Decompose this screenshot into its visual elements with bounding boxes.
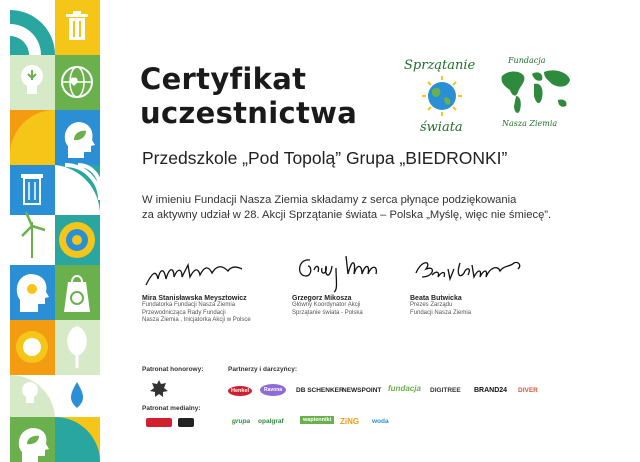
partner-logo: opalgraf <box>258 418 284 425</box>
logo-text-bottom: świata <box>420 120 463 135</box>
handwritten-signature <box>292 252 392 293</box>
logo-text-top: Sprzątanie <box>404 58 476 73</box>
partner-logo: DIVER <box>518 387 538 394</box>
thanks-line-1: W imieniu Fundacji Nasza Ziemia składamy z serca płynące podziękowania <box>142 194 517 206</box>
handwritten-signature <box>410 255 530 293</box>
logo-fundacja-text: Fundacja <box>508 56 546 65</box>
signatory-role: Fundacji Nasza Ziemia <box>410 309 472 316</box>
signatory-role: Sprzątanie świata - Polska <box>292 309 363 316</box>
partner-logo: Ravona <box>260 384 286 396</box>
fundacja-nasza-ziemia-logo <box>496 56 576 136</box>
partner-logo: DB SCHENKER <box>296 387 344 394</box>
recipient-line: Przedszkole „Pod Topolą” Grupa „BIEDRONKI” <box>142 148 508 168</box>
partner-logo: grupa <box>232 418 251 425</box>
signature-block-1 <box>142 255 292 325</box>
partner-logo: ZiNG <box>340 417 360 426</box>
signatory-name: Beata Butwicka <box>410 295 462 302</box>
earth-icon <box>422 76 462 116</box>
decorative-pattern <box>10 0 100 462</box>
media-logo-1 <box>146 418 172 427</box>
partner-logo: BRAND24 <box>474 387 508 394</box>
coat-of-arms-icon <box>148 378 170 400</box>
title-line-2: uczestnictwa <box>140 96 358 130</box>
partner-logo: DIGITREE <box>430 387 461 394</box>
signature-block-3 <box>410 255 560 317</box>
signatory-name: Grzegorz Mikosza <box>292 295 352 302</box>
partner-logo: NEWSPOINT <box>342 387 382 394</box>
partner-logo: Henkel <box>228 386 252 396</box>
media-logo-2 <box>178 418 194 427</box>
logo-nasza-ziemia-text: Nasza Ziemia <box>502 119 558 128</box>
title-line-1: Certyfikat <box>140 62 307 96</box>
signatory-name: Mira Stanisławska Meysztowicz <box>142 295 247 302</box>
handwritten-signature <box>142 255 252 293</box>
honorary-patronage-label: Patronat honorowy: <box>142 366 204 373</box>
certificate-title <box>140 62 357 130</box>
signatory-role: Główny Koordynator Akcji <box>292 302 361 308</box>
trash-icon <box>66 11 88 40</box>
signatory-role: Prezes Zarządu <box>410 302 453 308</box>
media-patronage-label: Patronat medialny: <box>142 405 201 412</box>
thanks-text <box>142 193 612 223</box>
thanks-line-2: za aktywny udział w 28. Akcji Sprzątanie świata – Polska „Myślę, więc nie śmiecę”. <box>142 209 552 221</box>
world-map-icon <box>498 66 574 118</box>
sprzatanie-swiata-logo <box>398 58 488 138</box>
partner-logo: wapienniki <box>300 416 334 424</box>
partners-label: Partnerzy i darczyńcy: <box>228 366 298 373</box>
partner-logo: woda <box>372 418 389 425</box>
signatory-role: Nasza Ziemia , Inicjatorka Akcji w Polsce <box>142 317 251 323</box>
signatory-role: Fundatorka Fundacji Nasza Ziemia <box>142 302 236 308</box>
signatory-role: Przewodnicząca Rady Fundacji <box>142 309 226 316</box>
partner-logo: fundacja <box>388 384 421 393</box>
